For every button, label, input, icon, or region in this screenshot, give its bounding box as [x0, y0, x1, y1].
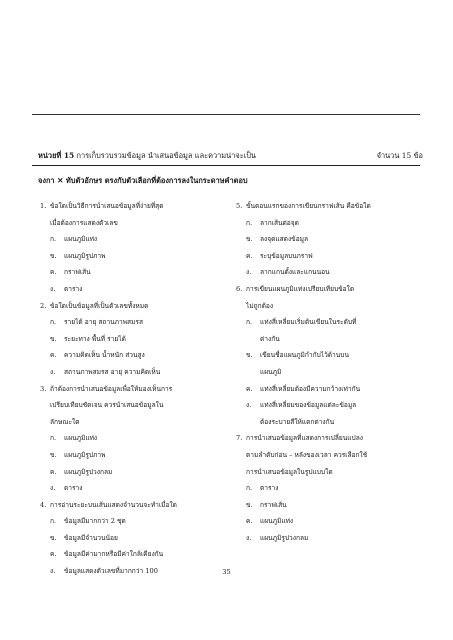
answer-option — [40, 513, 220, 530]
option-label: ข. — [50, 533, 57, 542]
option-text: แท่งสี่เหลี่ยมต้องมีความกว้างเท่ากัน — [260, 384, 361, 393]
option-text: ลงจุดแสดงข้อมูล — [260, 235, 309, 244]
option-text: สถานภาพสมรส อายุ ความคิดเห็น — [64, 367, 161, 376]
option-text: ต้องระบายสีให้แตกต่างกัน — [260, 417, 335, 426]
option-label: ก. — [246, 218, 253, 227]
question-text: เปรียบเทียบชัดเจน ควรนำเสนอข้อมูลใน — [50, 401, 164, 410]
question-line — [40, 215, 220, 232]
answer-option — [236, 530, 421, 547]
answer-option — [236, 397, 421, 414]
option-label: ค. — [50, 268, 57, 277]
option-label: ก. — [50, 517, 57, 526]
answer-option — [236, 215, 421, 232]
instruction-text: จงกา ✕ ทับตัวอักษร ตรงกับตัวเลือกที่ต้องการลงในกระดาษคำตอบ — [38, 176, 248, 185]
answer-option — [236, 513, 421, 530]
question-number: 3. — [40, 384, 47, 393]
question-number: 2. — [40, 301, 47, 310]
question-line — [40, 198, 220, 215]
answer-option — [40, 447, 220, 464]
option-text: ตาราง — [260, 484, 279, 493]
option-text: ข้อมูลมีจำนวนน้อย — [64, 533, 118, 542]
option-label: ง. — [246, 533, 252, 542]
option-text: ต่างกัน — [260, 334, 280, 343]
answer-option — [40, 430, 220, 447]
answer-option — [40, 231, 220, 248]
question-text: ไม่ถูกต้อง — [246, 301, 274, 310]
question-number — [236, 447, 246, 464]
answer-option — [40, 347, 220, 364]
question-text: ตามลำดับก่อน – หลังของเวลา ควรเลือกใช้ — [246, 450, 368, 459]
option-label: ก. — [246, 318, 253, 327]
option-label: ค. — [246, 251, 253, 260]
option-text: แท่งสี่เหลี่ยมของข้อมูลแต่ละข้อมูล — [260, 401, 357, 410]
answer-option — [236, 248, 421, 265]
question-line — [40, 381, 220, 398]
option-text: แผนภูมิแท่ง — [64, 434, 98, 443]
answer-option — [236, 314, 421, 331]
option-label: ก. — [246, 484, 253, 493]
option-label: ข. — [50, 450, 57, 459]
option-label: ค. — [50, 550, 57, 559]
answer-option-continued — [236, 331, 421, 348]
question-number: 1. — [40, 202, 47, 210]
option-label-spacer — [246, 364, 260, 381]
answer-option-continued — [236, 414, 421, 431]
option-label: ค. — [50, 351, 57, 360]
question-number: 4. — [40, 500, 47, 509]
question-text: การอ่านระยะบนเส้นแสดงจำนวนจะทำเมื่อใด — [50, 500, 177, 509]
option-label: ง. — [50, 484, 56, 493]
option-label: ง. — [246, 268, 252, 277]
answer-option — [236, 231, 421, 248]
option-label: ก. — [50, 235, 57, 244]
answer-option — [40, 364, 220, 381]
question-text: เมื่อต้องการแสดงตัวเลข — [50, 218, 118, 227]
option-text: แผนภูมิแท่ง — [64, 235, 98, 244]
question-number — [40, 414, 50, 431]
option-label-spacer — [246, 331, 260, 348]
question-number: 5. — [236, 202, 243, 210]
answer-option — [40, 480, 220, 497]
question-line — [236, 298, 421, 315]
question-text: การนำเสนอข้อมูลในรูปแบบใด — [246, 467, 333, 476]
question-number — [40, 397, 50, 414]
question-text: การนำเสนอข้อมูลที่แสดงการเปลี่ยนแปลง — [246, 434, 363, 443]
header-rule — [32, 165, 420, 166]
option-text: ลากเส้นต่อจุด — [260, 218, 299, 227]
answer-option — [40, 530, 220, 547]
option-text: ตาราง — [64, 284, 83, 293]
option-text: เขียนชื่อแผนภูมิกำกับไว้ด้านบน — [260, 351, 349, 360]
option-label: ข. — [246, 351, 253, 360]
option-text: ข้อมูลแสดงตัวเลขที่มากกว่า 100 — [64, 567, 158, 576]
option-label: ข. — [50, 334, 57, 343]
question-text: ถ้าต้องการนำเสนอข้อมูลเพื่อให้มองเห็นการ — [50, 384, 173, 393]
question-text: ลักษณะใด — [50, 417, 80, 426]
option-text: แผนภูมิ — [260, 367, 282, 376]
question-number: 7. — [236, 434, 243, 443]
option-label: ง. — [50, 367, 56, 376]
option-text: รายได้ อายุ สถานภาพสมรส — [64, 318, 143, 327]
left-question-column — [40, 198, 220, 580]
answer-option — [40, 264, 220, 281]
question-line — [236, 464, 421, 481]
answer-option — [40, 464, 220, 481]
question-number — [40, 215, 50, 232]
answer-option — [236, 381, 421, 398]
answer-option — [40, 331, 220, 348]
question-count: จำนวน 15 ข้อ — [376, 151, 423, 160]
option-text: ลากแกนตั้งและแกนนอน — [260, 268, 330, 277]
question-text: การเขียนแผนภูมิแท่งเปรียบเทียบข้อใด — [246, 284, 355, 293]
answer-option — [40, 281, 220, 298]
question-line — [236, 198, 421, 215]
option-text: แผนภูมิรูปวงกลม — [64, 467, 113, 476]
question-line — [236, 447, 421, 464]
answer-option — [236, 264, 421, 281]
option-label: ง. — [50, 284, 56, 293]
question-number — [236, 464, 246, 481]
option-label: ข. — [246, 235, 253, 244]
question-line — [40, 397, 220, 414]
question-line — [40, 298, 220, 315]
top-rule — [32, 114, 420, 115]
question-number: 6. — [236, 284, 243, 293]
option-label: ค. — [246, 384, 253, 393]
unit-title: การเก็บรวบรวมข้อมูล นำเสนอข้อมูล และความน่าจะเป็น — [76, 151, 256, 160]
option-label: ค. — [50, 467, 57, 476]
unit-header — [38, 150, 423, 162]
option-text: แผนภูมิรูปภาพ — [64, 450, 106, 459]
answer-option — [40, 546, 220, 563]
question-text: ข้อใดเป็นข้อมูลที่เป็นตัวเลขทั้งหมด — [50, 301, 149, 310]
answer-option — [236, 347, 421, 364]
option-label: ข. — [246, 500, 253, 509]
question-line — [236, 281, 421, 298]
right-question-column — [236, 198, 421, 546]
option-text: ระยะทาง พื้นที่ รายได้ — [64, 334, 126, 343]
question-line — [40, 497, 220, 514]
question-line — [40, 414, 220, 431]
option-text: ข้อมูลมีมากกว่า 2 ชุด — [64, 517, 126, 526]
option-text: แท่งสี่เหลี่ยมเริ่มต้นเขียนในระดับที่ — [260, 318, 357, 327]
option-label: ก. — [50, 434, 57, 443]
option-text: แผนภูมิรูปวงกลม — [260, 533, 309, 542]
question-text: ข้อใดเป็นวิธีการนำเสนอข้อมูลที่ง่ายที่สุด — [50, 202, 164, 210]
option-text: กราฟเส้น — [260, 500, 287, 509]
answer-option — [40, 314, 220, 331]
option-text: แผนภูมิแท่ง — [260, 517, 294, 526]
question-line — [236, 430, 421, 447]
question-number — [236, 298, 246, 315]
unit-heading — [38, 150, 256, 162]
option-text: ความคิดเห็น น้ำหนัก ส่วนสูง — [64, 351, 145, 360]
answer-option — [236, 497, 421, 514]
page-number: 35 — [222, 568, 231, 576]
answer-option — [40, 248, 220, 265]
answer-option-continued — [236, 364, 421, 381]
option-label: ก. — [50, 318, 57, 327]
option-text: กราฟเส้น — [64, 268, 91, 277]
option-text: แผนภูมิรูปภาพ — [64, 251, 106, 260]
option-label: ค. — [246, 517, 253, 526]
unit-number: หน่วยที่ 15 — [38, 151, 75, 160]
option-text: ข้อมูลมีค่ามากหรือมีค่าใกล้เคียงกัน — [64, 550, 164, 559]
option-label: ข. — [50, 251, 57, 260]
answer-option — [236, 480, 421, 497]
option-text: ระบุข้อมูลบนกราฟ — [260, 251, 313, 260]
option-label: ง. — [50, 567, 56, 576]
question-text: ขั้นตอนแรกของการเขียนกราฟเส้น คือข้อใด — [246, 202, 371, 210]
option-label: ง. — [246, 401, 252, 410]
option-text: ตาราง — [64, 484, 83, 493]
option-label-spacer — [246, 414, 260, 431]
